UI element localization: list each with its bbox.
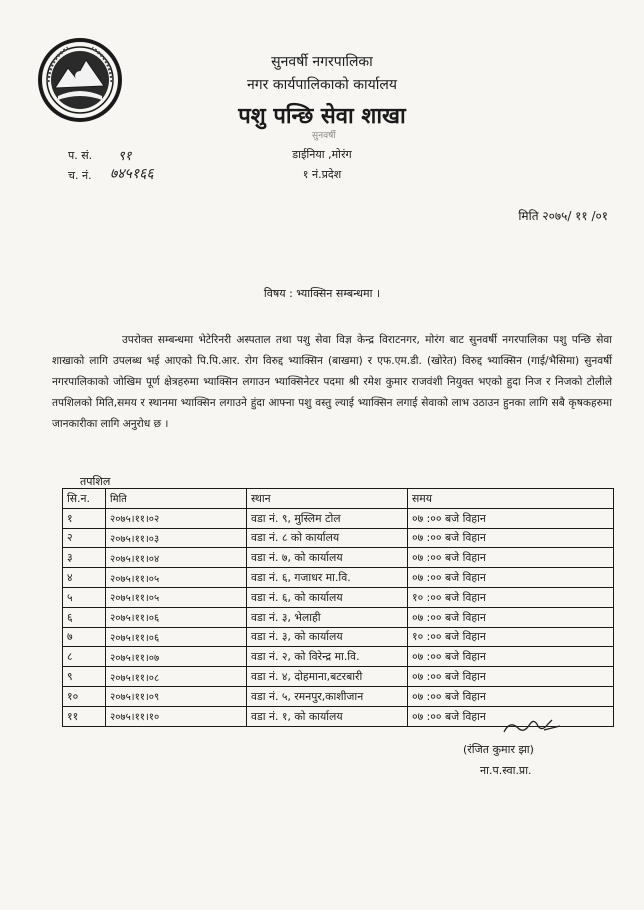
cell-place: वडा नं. ४, दोहमाना,बटरबारी [247, 667, 408, 687]
signatory-name: (रंजित कुमार झा) [463, 743, 534, 756]
cell-serial: ३ [63, 548, 106, 568]
cell-date: २०७५।११।०२ [106, 508, 247, 528]
dispatch-number: ७४५१६६ [110, 166, 154, 182]
cell-place: वडा नं. ५, रमनपुर,काशीजान [247, 686, 408, 706]
cell-time: ०७ :०० बजे विहान [408, 686, 614, 706]
table-header-row [63, 489, 614, 509]
cell-place: वडा नं. ९, मुस्लिम टोल [247, 508, 408, 528]
cell-serial: ९ [63, 667, 106, 687]
municipality-name: सुनवर्षी नगरपालिका [271, 54, 373, 70]
reference-label: प. सं. [68, 149, 93, 162]
signature-scribble [500, 716, 564, 738]
reference-number: ९१ [118, 149, 132, 164]
cell-date: २०७५।११।०३ [106, 528, 247, 548]
cell-place: वडा नं. ३, भेलाही [247, 607, 408, 627]
cell-place: वडा नं. ३, को कार्यालय [247, 627, 408, 647]
cell-date: २०७५।११।०४ [106, 548, 247, 568]
cell-serial: ११ [63, 706, 106, 726]
cell-time: ०७ :०० बजे विहान [408, 568, 614, 588]
table-row [63, 647, 614, 667]
cell-date: २०७५।११।०६ [106, 627, 247, 647]
signatory-title: ना.प.स्वा.प्रा. [480, 764, 532, 777]
col-header-serial: सि.न. [63, 489, 106, 509]
cell-time: ०७ :०० बजे विहान [408, 508, 614, 528]
cell-date: २०७५।११।०६ [106, 607, 247, 627]
branch-name: पशु पन्छि सेवा शाखा [238, 104, 406, 129]
cell-date: २०७५।११।०७ [106, 647, 247, 667]
table-row [63, 508, 614, 528]
cell-place: वडा नं. ६, गजाधर मा.वि. [247, 568, 408, 588]
cell-place: वडा नं. १, को कार्यालय [247, 706, 408, 726]
cell-date: २०७५।११।०५ [106, 587, 247, 607]
table-row [63, 587, 614, 607]
cell-time: ०७ :०० बजे विहान [408, 647, 614, 667]
schedule-title: तपशिल [80, 475, 111, 488]
cell-time: ०७ :०० बजे विहान [408, 667, 614, 687]
cell-place: वडा नं. ६, को कार्यालय [247, 587, 408, 607]
vaccination-schedule-table [62, 488, 614, 727]
office-name: नगर कार्यपालिकाको कार्यालय [247, 77, 397, 93]
cell-place: वडा नं. २, को विरेन्द्र मा.वि. [247, 647, 408, 667]
table-row [63, 528, 614, 548]
cell-time: ०७ :०० बजे विहान [408, 548, 614, 568]
cell-time: ०७ :०० बजे विहान [408, 528, 614, 548]
table-row [63, 667, 614, 687]
col-header-place: स्थान [247, 489, 408, 509]
cell-date: २०७५।११।०९ [106, 686, 247, 706]
cell-time: १० :०० बजे विहान [408, 627, 614, 647]
cell-place: वडा नं. ७, को कार्यालय [247, 548, 408, 568]
cell-serial: ४ [63, 568, 106, 588]
cell-place: वडा नं. ८ को कार्यालय [247, 528, 408, 548]
body-paragraph: उपरोक्त सम्बन्धमा भेटेरिनरी अस्पताल तथा पशु सेवा विज्ञ केन्द्र विराटनगर, मोरंग बाट सुनवर्षी नगरपालिका पशु पन्छि सेवा शाखाको लागि उपलब्ध भई आएको पि.पि.आर. रोग विरुद्द भ्याक्सिन (बाखमा) र एफ.एम.डी. (खोरेत) विरुद्द भ्याक्सिन (गाई/भैसिमा) सुनवर्षी नगरपालिकाको जोखिम पूर्ण क्षेत्रहरुमा भ्याक्सिन लगाउन भ्याक्सिनेटर पदमा श्री रमेश कुमार राजवंशी नियुक्त भएको हुदा निज र निजको टोलीले तपशिलको मिति,समय र स्थानमा भ्याक्सिन लगाउने हुंदा आफ्ना पशु वस्तु ल्याई भ्याक्सिन लगाई सेवाको लाभ उठाउन हुनका लागि सबै कृषकहरुमा जानकारीका लागि अनुरोध छ । [52, 334, 612, 430]
table-row [63, 568, 614, 588]
cell-serial: १ [63, 508, 106, 528]
cell-date: २०७५।११।१० [106, 706, 247, 726]
cell-serial: ७ [63, 627, 106, 647]
letter-date: मिति २०७५/ ११ /०१ [518, 209, 608, 223]
table-row [63, 627, 614, 647]
cell-serial: ६ [63, 607, 106, 627]
cell-time: १० :०० बजे विहान [408, 587, 614, 607]
office-location: डाईनिया ,मोरंग [292, 148, 352, 161]
table-row [63, 686, 614, 706]
table-row [63, 607, 614, 627]
cell-date: २०७५।११।०५ [106, 568, 247, 588]
col-header-time: समय [408, 489, 614, 509]
province: १ नं.प्रदेश [302, 168, 342, 181]
cell-serial: २ [63, 528, 106, 548]
cell-time: ०७ :०० बजे विहान [408, 706, 614, 726]
cell-date: २०७५।११।०८ [106, 667, 247, 687]
table-row [63, 548, 614, 568]
cell-serial: ८ [63, 647, 106, 667]
stamp-ghost-text: सुनवर्षी [312, 131, 336, 141]
col-header-date: मिति [106, 489, 247, 509]
dispatch-label: च. नं. [68, 169, 92, 182]
cell-serial: ५ [63, 587, 106, 607]
subject-line: विषय : भ्याक्सिन सम्बन्धमा । [263, 287, 381, 300]
cell-serial: १० [63, 686, 106, 706]
cell-time: ०७ :०० बजे विहान [408, 607, 614, 627]
